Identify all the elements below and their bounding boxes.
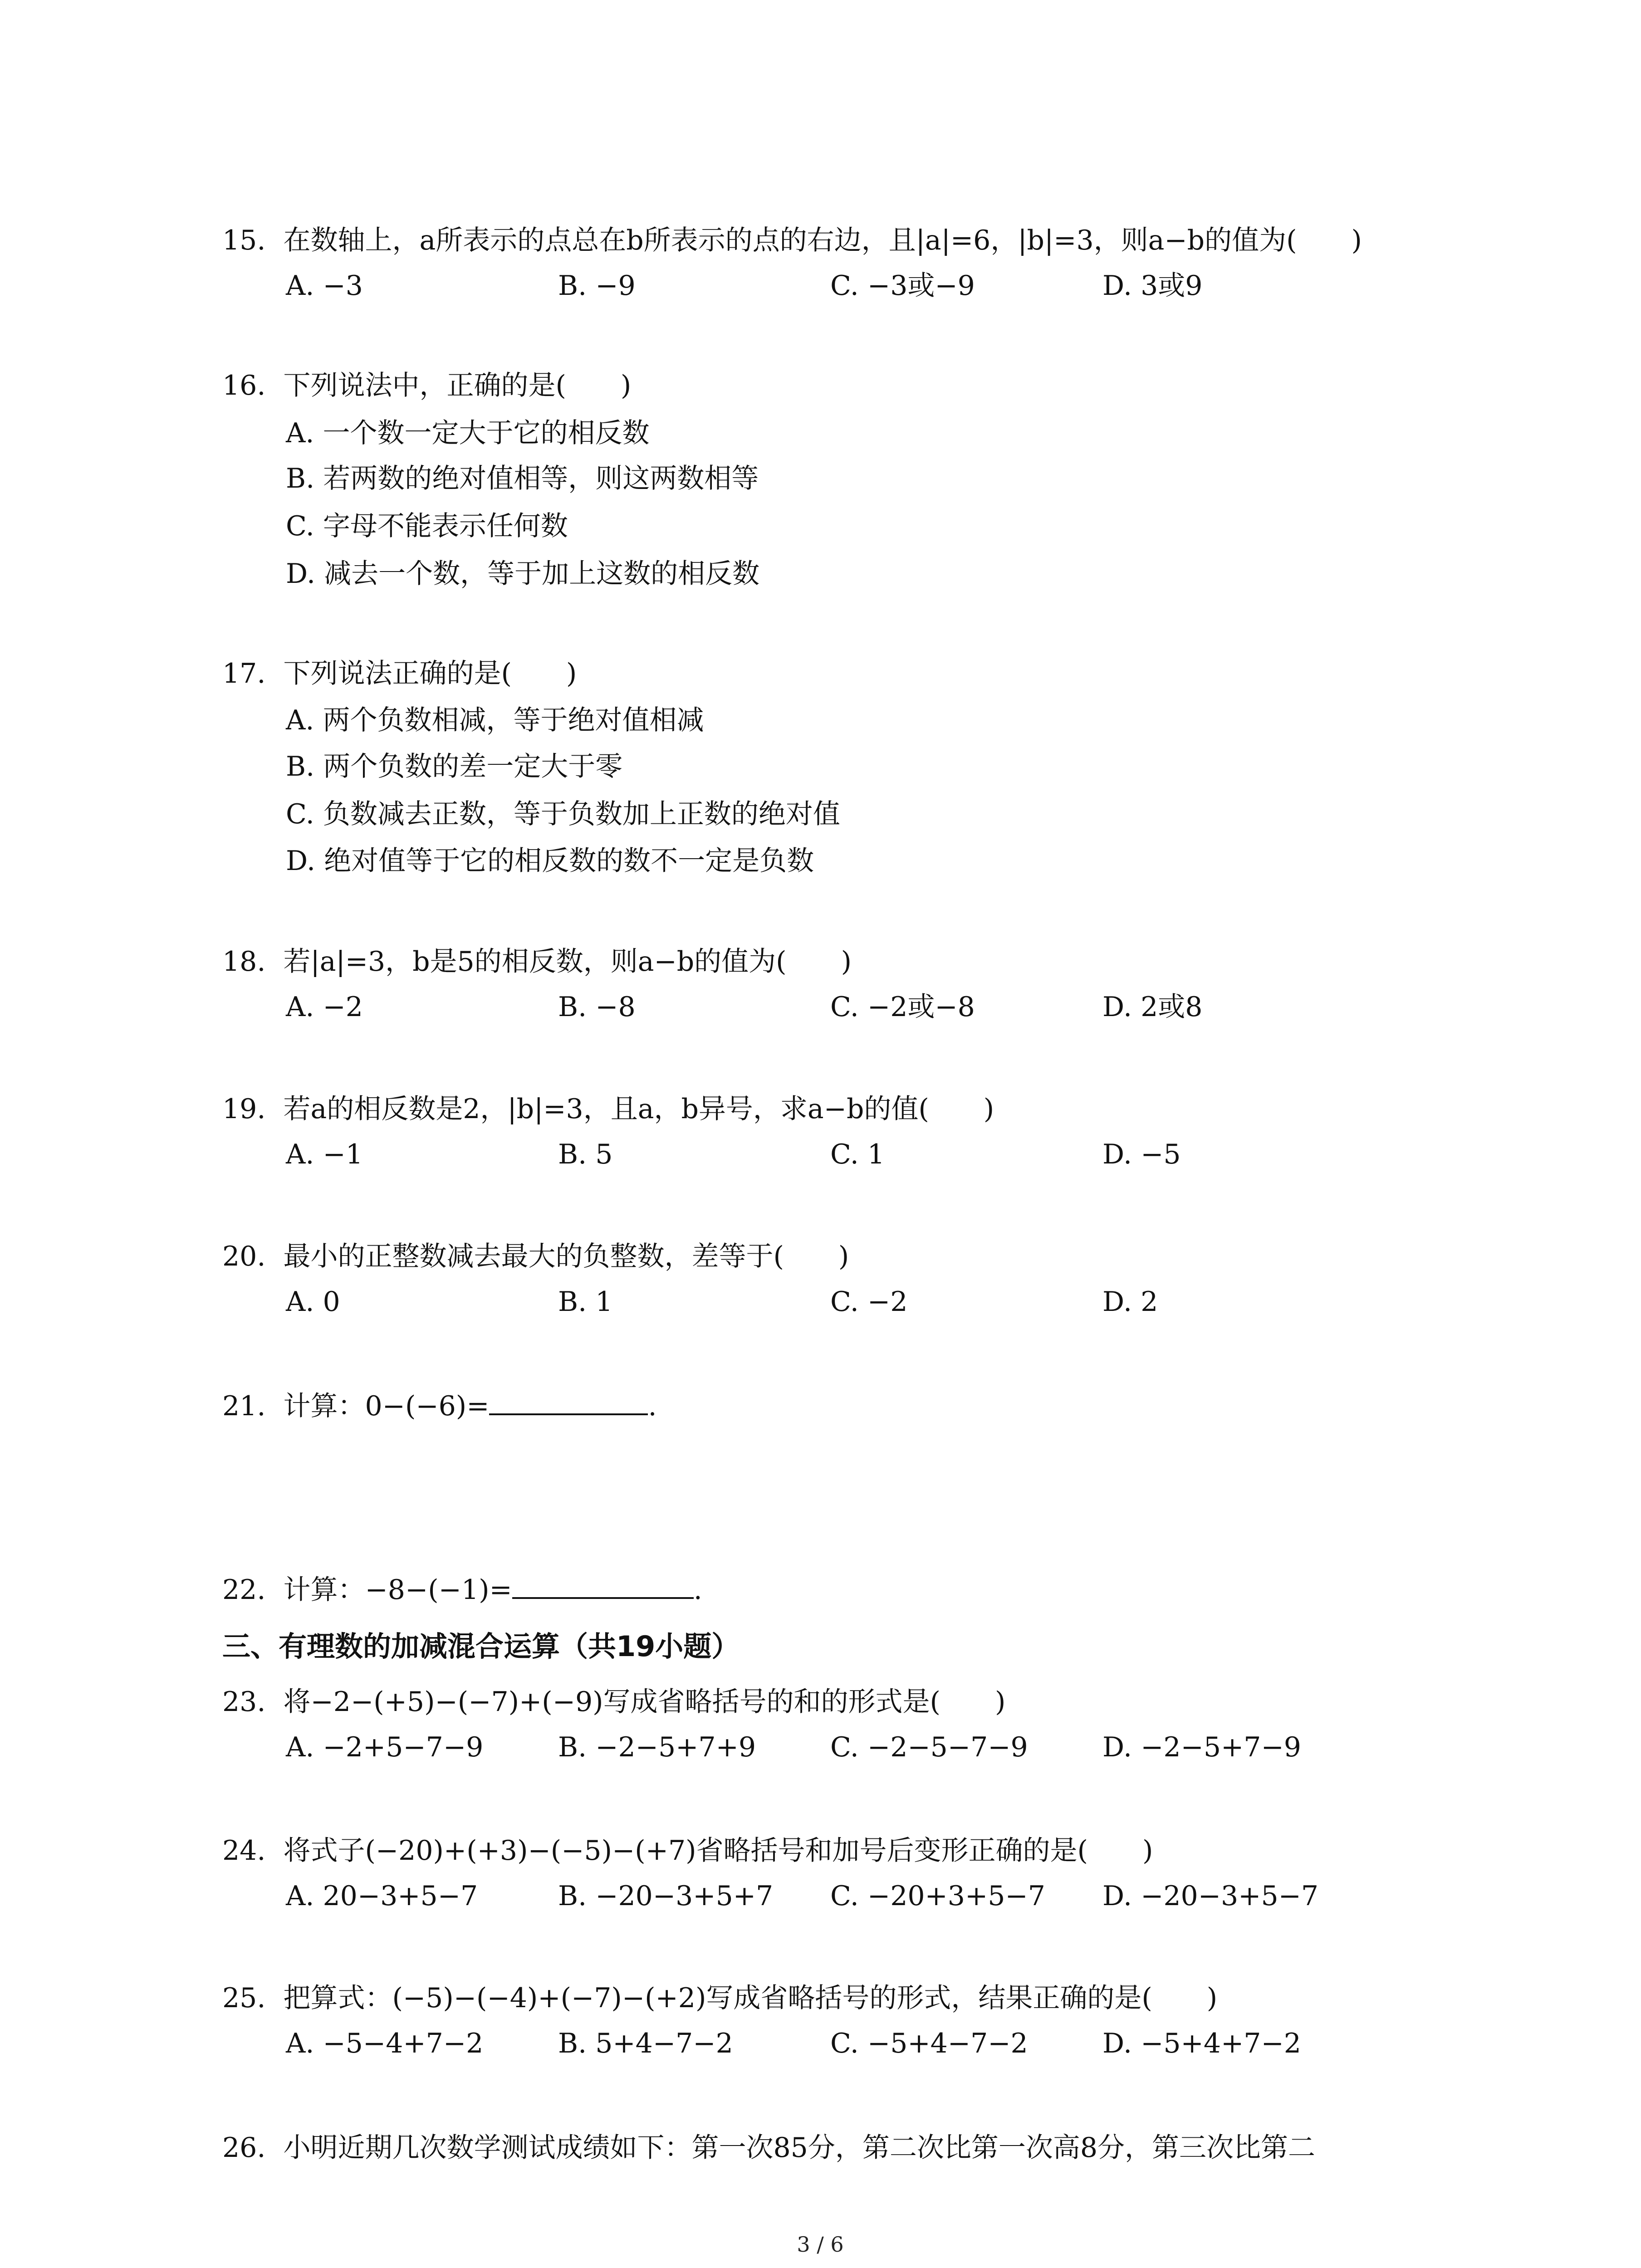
question-stem: 下列说法正确的是( ) <box>283 658 577 689</box>
question-number: 20. <box>222 1241 266 1272</box>
option-a[interactable]: A. −3 <box>286 270 363 302</box>
options-24 <box>286 1878 1375 1914</box>
question-26 <box>222 2130 1315 2166</box>
answer-blank[interactable] <box>489 1388 648 1415</box>
option-a[interactable]: A. 20−3+5−7 <box>286 1880 478 1912</box>
option-b[interactable]: B. −8 <box>558 991 636 1023</box>
question-number: 26. <box>222 2132 266 2164</box>
question-23 <box>222 1684 1005 1720</box>
question-stem: 最小的正整数减去最大的负整数，差等于( ) <box>283 1241 849 1272</box>
option-b[interactable]: B. 若两数的绝对值相等，则这两数相等 <box>286 463 759 494</box>
option-d[interactable]: D. −5 <box>1102 1139 1181 1170</box>
question-25 <box>222 1980 1217 2016</box>
option-b[interactable]: B. 1 <box>558 1286 613 1318</box>
question-number: 15. <box>222 225 266 256</box>
question-stem: 把算式：(−5)−(−4)+(−7)−(+2)写成省略括号的形式，结果正确的是( ) <box>283 1982 1218 2014</box>
question-16 <box>222 367 631 404</box>
option-d[interactable]: D. 2 <box>1102 1286 1158 1318</box>
option-a[interactable]: A. 两个负数相减，等于绝对值相减 <box>286 704 704 736</box>
option-a[interactable]: A. 0 <box>286 1286 340 1318</box>
options-15 <box>286 268 1375 304</box>
option-a[interactable]: A. −2 <box>286 991 363 1023</box>
option-b[interactable]: B. −20−3+5+7 <box>558 1880 774 1912</box>
option-c[interactable]: C. 负数减去正数，等于负数加上正数的绝对值 <box>286 798 840 830</box>
option-d[interactable]: D. −5+4+7−2 <box>1102 2028 1301 2059</box>
question-stem: 若|a|=3，b是5的相反数，则a−b的值为( ) <box>283 946 852 978</box>
option-d[interactable]: D. −2−5+7−9 <box>1102 1731 1301 1763</box>
question-tail: . <box>693 1574 702 1606</box>
question-24 <box>222 1833 1153 1869</box>
option-c[interactable]: C. −2 <box>830 1286 908 1318</box>
options-19 <box>286 1136 1375 1173</box>
option-c[interactable]: C. −2−5−7−9 <box>830 1731 1028 1763</box>
option-c[interactable]: C. −2或−8 <box>830 991 975 1023</box>
question-number: 24. <box>222 1835 266 1867</box>
option-d[interactable]: D. 减去一个数，等于加上这数的相反数 <box>286 558 760 590</box>
question-tail: . <box>648 1390 657 1422</box>
question-stem: 计算：−8−(−1)= <box>283 1574 512 1606</box>
option-d[interactable]: D. −20−3+5−7 <box>1102 1880 1319 1912</box>
question-stem: 将式子(−20)+(+3)−(−5)−(+7)省略括号和加号后变形正确的是( ) <box>283 1835 1153 1867</box>
option-b[interactable]: B. −9 <box>558 270 636 302</box>
question-number: 18. <box>222 946 266 978</box>
option-b[interactable]: B. 5 <box>558 1139 613 1170</box>
option-c[interactable]: C. 1 <box>830 1139 885 1170</box>
option-c[interactable]: C. −5+4−7−2 <box>830 2028 1028 2059</box>
option-d[interactable]: D. 2或8 <box>1102 991 1203 1023</box>
question-stem: 小明近期几次数学测试成绩如下：第一次85分，第二次比第一次高8分，第三次比第二 <box>283 2132 1316 2164</box>
option-b[interactable]: B. −2−5+7+9 <box>558 1731 756 1763</box>
option-a[interactable]: A. −5−4+7−2 <box>286 2028 484 2059</box>
question-stem: 将−2−(+5)−(−7)+(−9)写成省略括号的和的形式是( ) <box>283 1686 1006 1718</box>
option-b[interactable]: B. 两个负数的差一定大于零 <box>286 751 623 782</box>
question-15 <box>222 222 1362 259</box>
option-d[interactable]: D. 3或9 <box>1102 270 1203 302</box>
options-18 <box>286 989 1375 1025</box>
question-number: 25. <box>222 1982 266 2014</box>
option-c[interactable]: C. −3或−9 <box>830 270 975 302</box>
question-20 <box>222 1238 849 1275</box>
question-number: 23. <box>222 1686 266 1718</box>
question-21 <box>222 1388 657 1424</box>
option-d[interactable]: D. 绝对值等于它的相反数的数不一定是负数 <box>286 845 814 877</box>
question-stem: 在数轴上，a所表示的点总在b所表示的点的右边，且|a|=6，|b|=3，则a−b的值为( ) <box>283 225 1362 256</box>
question-19 <box>222 1091 994 1127</box>
question-17 <box>222 655 577 692</box>
options-20 <box>286 1284 1375 1320</box>
option-a[interactable]: A. −1 <box>286 1139 363 1170</box>
question-18 <box>222 943 852 980</box>
page-number: 3 / 6 <box>797 2232 844 2257</box>
option-c[interactable]: C. −20+3+5−7 <box>830 1880 1045 1912</box>
question-number: 21. <box>222 1390 266 1422</box>
option-a[interactable]: A. 一个数一定大于它的相反数 <box>286 417 650 449</box>
option-b[interactable]: B. 5+4−7−2 <box>558 2028 733 2059</box>
question-number: 16. <box>222 370 266 401</box>
option-c[interactable]: C. 字母不能表示任何数 <box>286 510 568 542</box>
answer-blank[interactable] <box>512 1572 694 1599</box>
options-25 <box>286 2025 1375 2062</box>
options-23 <box>286 1729 1375 1765</box>
question-number: 17. <box>222 658 266 689</box>
question-number: 22. <box>222 1574 266 1606</box>
question-stem: 若a的相反数是2，|b|=3，且a，b异号，求a−b的值( ) <box>283 1093 994 1125</box>
option-a[interactable]: A. −2+5−7−9 <box>286 1731 484 1763</box>
question-stem: 计算：0−(−6)= <box>283 1390 490 1422</box>
section-heading: 三、有理数的加减混合运算（共19小题） <box>222 1630 740 1663</box>
question-22 <box>222 1572 702 1608</box>
question-stem: 下列说法中，正确的是( ) <box>283 370 632 401</box>
question-number: 19. <box>222 1093 266 1125</box>
